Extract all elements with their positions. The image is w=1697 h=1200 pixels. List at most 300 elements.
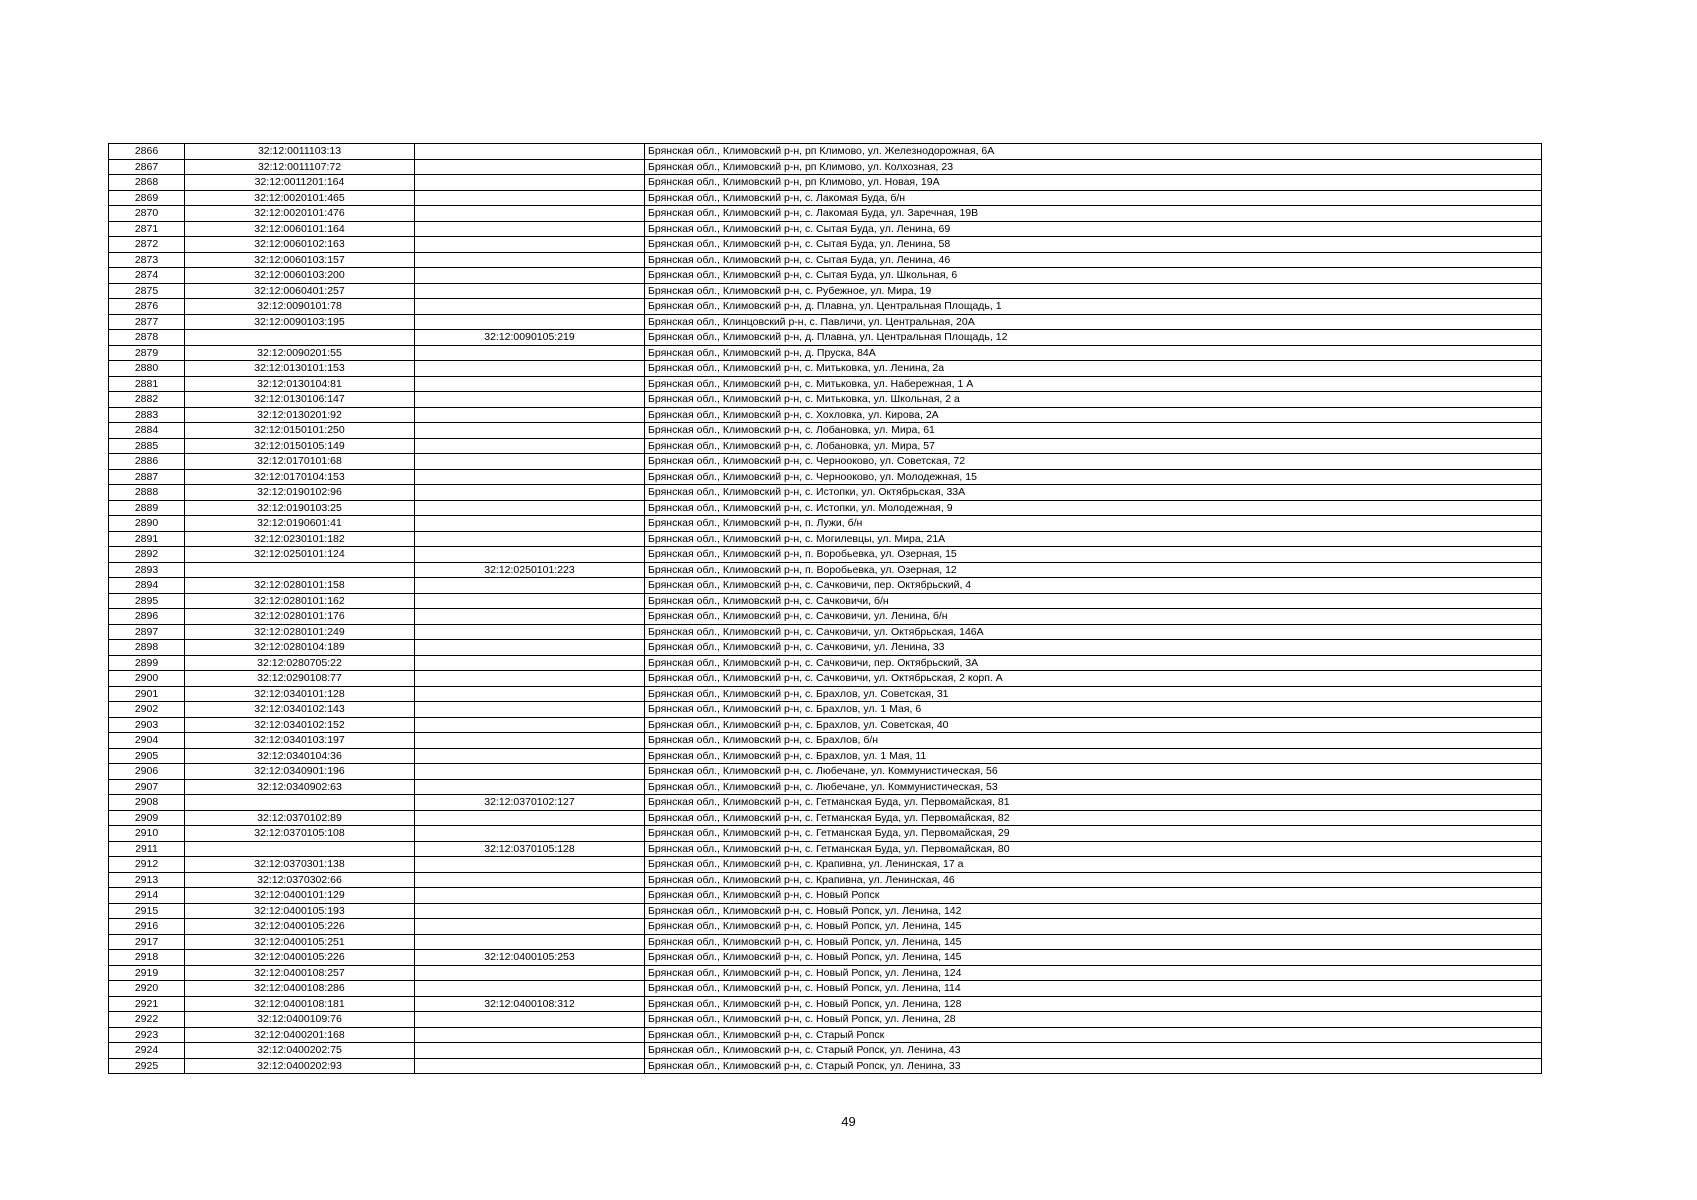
row-number-cell: 2872 [109,237,185,253]
row-number-cell: 2912 [109,857,185,873]
cadastral-number-cell: 32:12:0011107:72 [185,159,415,175]
table-row [109,733,1542,749]
address-cell: Брянская обл., Климовский р-н, с. Истопки, ул. Молодежная, 9 [645,500,1542,516]
cadastral-number-cell: 32:12:0400108:286 [185,981,415,997]
address-cell: Брянская обл., Климовский р-н, с. Новый Ропск, ул. Ленина, 145 [645,950,1542,966]
second-cadastral-number-cell: 32:12:0090105:219 [415,330,645,346]
address-cell: Брянская обл., Климовский р-н, п. Лужи, б/н [645,516,1542,532]
address-cell: Брянская обл., Климовский р-н, с. Митьковка, ул. Школьная, 2 а [645,392,1542,408]
address-cell: Брянская обл., Климовский р-н, с. Брахлов, ул. Советская, 40 [645,717,1542,733]
cadastral-number-cell: 32:12:0370301:138 [185,857,415,873]
cadastral-number-cell: 32:12:0400108:181 [185,996,415,1012]
second-cadastral-number-cell [415,221,645,237]
row-number-cell: 2876 [109,299,185,315]
address-cell: Брянская обл., Климовский р-н, с. Новый Ропск, ул. Ленина, 128 [645,996,1542,1012]
row-number-cell: 2871 [109,221,185,237]
second-cadastral-number-cell [415,516,645,532]
table-row [109,748,1542,764]
second-cadastral-number-cell [415,903,645,919]
row-number-cell: 2869 [109,190,185,206]
cadastral-number-cell: 32:12:0170101:68 [185,454,415,470]
second-cadastral-number-cell [415,252,645,268]
cadastral-number-cell: 32:12:0190601:41 [185,516,415,532]
table-row [109,655,1542,671]
cadastral-number-cell: 32:12:0190102:96 [185,485,415,501]
row-number-cell: 2916 [109,919,185,935]
cadastral-number-cell: 32:12:0400202:93 [185,1058,415,1074]
address-cell: Брянская обл., Климовский р-н, с. Сытая Буда, ул. Школьная, 6 [645,268,1542,284]
row-number-cell: 2909 [109,810,185,826]
row-number-cell: 2886 [109,454,185,470]
second-cadastral-number-cell [415,268,645,284]
row-number-cell: 2874 [109,268,185,284]
row-number-cell: 2878 [109,330,185,346]
second-cadastral-number-cell: 32:12:0250101:223 [415,562,645,578]
table-row [109,996,1542,1012]
second-cadastral-number-cell [415,547,645,563]
address-cell: Брянская обл., Климовский р-н, с. Рубежное, ул. Мира, 19 [645,283,1542,299]
cadastral-number-cell: 32:12:0340104:36 [185,748,415,764]
row-number-cell: 2913 [109,872,185,888]
second-cadastral-number-cell [415,826,645,842]
second-cadastral-number-cell [415,469,645,485]
address-cell: Брянская обл., Климовский р-н, с. Чернооково, ул. Молодежная, 15 [645,469,1542,485]
table-row [109,221,1542,237]
address-cell: Брянская обл., Климовский р-н, с. Любечане, ул. Коммунистическая, 56 [645,764,1542,780]
row-number-cell: 2898 [109,640,185,656]
cadastral-number-cell: 32:12:0370302:66 [185,872,415,888]
cadastral-number-cell: 32:12:0400105:226 [185,919,415,935]
address-cell: Брянская обл., Климовский р-н, с. Новый Ропск [645,888,1542,904]
address-cell: Брянская обл., Климовский р-н, с. Новый Ропск, ул. Ленина, 145 [645,919,1542,935]
cadastral-number-cell: 32:12:0170104:153 [185,469,415,485]
cadastral-number-cell: 32:12:0020101:465 [185,190,415,206]
address-cell: Брянская обл., Климовский р-н, д. Плавна, ул. Центральная Площадь, 1 [645,299,1542,315]
cadastral-number-cell: 32:12:0190103:25 [185,500,415,516]
table-row [109,981,1542,997]
row-number-cell: 2888 [109,485,185,501]
row-number-cell: 2868 [109,175,185,191]
row-number-cell: 2897 [109,624,185,640]
table-row [109,903,1542,919]
address-cell: Брянская обл., Климовский р-н, с. Сытая Буда, ул. Ленина, 69 [645,221,1542,237]
row-number-cell: 2896 [109,609,185,625]
address-cell: Брянская обл., Климовский р-н, п. Воробьевка, ул. Озерная, 15 [645,547,1542,563]
row-number-cell: 2875 [109,283,185,299]
table-row [109,144,1542,160]
table-body [109,144,1542,1074]
cadastral-number-cell: 32:12:0090201:55 [185,345,415,361]
cadastral-number-cell: 32:12:0060101:164 [185,221,415,237]
row-number-cell: 2907 [109,779,185,795]
cadastral-number-cell: 32:12:0011201:164 [185,175,415,191]
cadastral-number-cell: 32:12:0060401:257 [185,283,415,299]
cadastral-number-cell: 32:12:0280101:158 [185,578,415,594]
row-number-cell: 2910 [109,826,185,842]
cadastral-number-cell: 32:12:0280705:22 [185,655,415,671]
cadastral-number-cell: 32:12:0400101:129 [185,888,415,904]
cadastral-number-cell: 32:12:0230101:182 [185,531,415,547]
table-row [109,469,1542,485]
second-cadastral-number-cell [415,609,645,625]
second-cadastral-number-cell [415,655,645,671]
cadastral-number-cell: 32:12:0370105:108 [185,826,415,842]
table-row [109,299,1542,315]
table-row [109,345,1542,361]
row-number-cell: 2902 [109,702,185,718]
table-row [109,237,1542,253]
cadastral-number-cell: 32:12:0150101:250 [185,423,415,439]
second-cadastral-number-cell [415,965,645,981]
address-cell: Брянская обл., Климовский р-н, рп Климово, ул. Колхозная, 23 [645,159,1542,175]
row-number-cell: 2918 [109,950,185,966]
second-cadastral-number-cell [415,438,645,454]
row-number-cell: 2890 [109,516,185,532]
cadastral-table [108,143,1542,1074]
address-cell: Брянская обл., Климовский р-н, с. Истопки, ул. Октябрьская, 33А [645,485,1542,501]
row-number-cell: 2893 [109,562,185,578]
address-cell: Брянская обл., Климовский р-н, с. Митьковка, ул. Ленина, 2а [645,361,1542,377]
address-cell: Брянская обл., Климовский р-н, с. Крапивна, ул. Ленинская, 17 а [645,857,1542,873]
row-number-cell: 2900 [109,671,185,687]
cadastral-number-cell: 32:12:0060103:200 [185,268,415,284]
second-cadastral-number-cell [415,857,645,873]
table-row [109,1012,1542,1028]
row-number-cell: 2901 [109,686,185,702]
row-number-cell: 2880 [109,361,185,377]
second-cadastral-number-cell [415,1012,645,1028]
row-number-cell: 2917 [109,934,185,950]
second-cadastral-number-cell [415,593,645,609]
cadastral-number-cell: 32:12:0280101:176 [185,609,415,625]
address-cell: Брянская обл., Климовский р-н, с. Сачковичи, ул. Октябрьская, 146А [645,624,1542,640]
row-number-cell: 2870 [109,206,185,222]
table-row [109,810,1542,826]
address-cell: Брянская обл., Климовский р-н, с. Лакомая Буда, б/н [645,190,1542,206]
second-cadastral-number-cell [415,640,645,656]
address-cell: Брянская обл., Климовский р-н, с. Гетманская Буда, ул. Первомайская, 80 [645,841,1542,857]
second-cadastral-number-cell [415,500,645,516]
table-row [109,252,1542,268]
cadastral-number-cell: 32:12:0060103:157 [185,252,415,268]
cadastral-number-cell [185,562,415,578]
address-cell: Брянская обл., Климовский р-н, с. Сачковичи, ул. Ленина, б/н [645,609,1542,625]
address-cell: Брянская обл., Климовский р-н, с. Новый Ропск, ул. Ленина, 114 [645,981,1542,997]
table-row [109,500,1542,516]
row-number-cell: 2891 [109,531,185,547]
address-cell: Брянская обл., Климовский р-н, с. Чернооково, ул. Советская, 72 [645,454,1542,470]
row-number-cell: 2923 [109,1027,185,1043]
second-cadastral-number-cell [415,361,645,377]
row-number-cell: 2887 [109,469,185,485]
table-row [109,454,1542,470]
cadastral-number-cell: 32:12:0280104:189 [185,640,415,656]
second-cadastral-number-cell [415,159,645,175]
page-number: 49 [841,1114,856,1129]
second-cadastral-number-cell [415,624,645,640]
address-cell: Брянская обл., Климовский р-н, с. Новый Ропск, ул. Ленина, 28 [645,1012,1542,1028]
table-row [109,361,1542,377]
cadastral-number-cell [185,330,415,346]
row-number-cell: 2882 [109,392,185,408]
table-row [109,609,1542,625]
address-cell: Брянская обл., Климовский р-н, с. Лакомая Буда, ул. Заречная, 19В [645,206,1542,222]
address-cell: Брянская обл., Климовский р-н, с. Хохловка, ул. Кирова, 2А [645,407,1542,423]
address-cell: Брянская обл., Климовский р-н, с. Гетманская Буда, ул. Первомайская, 81 [645,795,1542,811]
cadastral-number-cell: 32:12:0250101:124 [185,547,415,563]
table-row [109,485,1542,501]
table-row [109,857,1542,873]
address-cell: Брянская обл., Климовский р-н, с. Новый Ропск, ул. Ленина, 145 [645,934,1542,950]
second-cadastral-number-cell: 32:12:0400108:312 [415,996,645,1012]
address-cell: Брянская обл., Климовский р-н, рп Климово, ул. Железнодорожная, 6А [645,144,1542,160]
table-row [109,1043,1542,1059]
row-number-cell: 2924 [109,1043,185,1059]
row-number-cell: 2894 [109,578,185,594]
cadastral-number-cell: 32:12:0340901:196 [185,764,415,780]
table-row [109,268,1542,284]
row-number-cell: 2877 [109,314,185,330]
address-cell: Брянская обл., Климовский р-н, с. Могилевцы, ул. Мира, 21А [645,531,1542,547]
table-row [109,314,1542,330]
address-cell: Брянская обл., Климовский р-н, с. Гетманская Буда, ул. Первомайская, 82 [645,810,1542,826]
row-number-cell: 2919 [109,965,185,981]
second-cadastral-number-cell [415,345,645,361]
second-cadastral-number-cell [415,764,645,780]
second-cadastral-number-cell: 32:12:0370102:127 [415,795,645,811]
row-number-cell: 2908 [109,795,185,811]
table-row [109,841,1542,857]
address-cell: Брянская обл., Климовский р-н, с. Сачковичи, ул. Октябрьская, 2 корп. А [645,671,1542,687]
second-cadastral-number-cell [415,810,645,826]
address-cell: Брянская обл., Климовский р-н, с. Лобановка, ул. Мира, 57 [645,438,1542,454]
second-cadastral-number-cell [415,454,645,470]
cadastral-number-cell: 32:12:0011103:13 [185,144,415,160]
address-cell: Брянская обл., Климовский р-н, д. Плавна, ул. Центральная Площадь, 12 [645,330,1542,346]
cadastral-number-cell: 32:12:0400201:168 [185,1027,415,1043]
second-cadastral-number-cell [415,175,645,191]
second-cadastral-number-cell [415,1027,645,1043]
row-number-cell: 2879 [109,345,185,361]
cadastral-number-cell: 32:12:0290108:77 [185,671,415,687]
table-row [109,407,1542,423]
table-row [109,392,1542,408]
second-cadastral-number-cell [415,392,645,408]
address-cell: Брянская обл., Климовский р-н, с. Старый Ропск, ул. Ленина, 43 [645,1043,1542,1059]
row-number-cell: 2866 [109,144,185,160]
table-row [109,516,1542,532]
second-cadastral-number-cell [415,717,645,733]
cadastral-number-cell: 32:12:0280101:162 [185,593,415,609]
address-cell: Брянская обл., Климовский р-н, с. Любечане, ул. Коммунистическая, 53 [645,779,1542,795]
table-row [109,919,1542,935]
address-cell: Брянская обл., Климовский р-н, с. Гетманская Буда, ул. Первомайская, 29 [645,826,1542,842]
table-row [109,764,1542,780]
cadastral-number-cell: 32:12:0400105:251 [185,934,415,950]
second-cadastral-number-cell [415,981,645,997]
cadastral-number-cell: 32:12:0400109:76 [185,1012,415,1028]
row-number-cell: 2911 [109,841,185,857]
table-row [109,795,1542,811]
address-cell: Брянская обл., Климовский р-н, с. Брахлов, ул. 1 Мая, 6 [645,702,1542,718]
row-number-cell: 2921 [109,996,185,1012]
second-cadastral-number-cell [415,190,645,206]
second-cadastral-number-cell [415,578,645,594]
row-number-cell: 2904 [109,733,185,749]
cadastral-number-cell: 32:12:0400202:75 [185,1043,415,1059]
address-cell: Брянская обл., Климовский р-н, с. Брахлов, ул. 1 Мая, 11 [645,748,1542,764]
table-row [109,671,1542,687]
table-row [109,717,1542,733]
table-row [109,190,1542,206]
second-cadastral-number-cell [415,407,645,423]
cadastral-number-cell: 32:12:0150105:149 [185,438,415,454]
row-number-cell: 2906 [109,764,185,780]
address-cell: Брянская обл., Клинцовский р-н, с. Павличи, ул. Центральная, 20А [645,314,1542,330]
second-cadastral-number-cell [415,283,645,299]
address-cell: Брянская обл., Климовский р-н, п. Воробьевка, ул. Озерная, 12 [645,562,1542,578]
row-number-cell: 2889 [109,500,185,516]
table-row [109,283,1542,299]
row-number-cell: 2914 [109,888,185,904]
table-row [109,376,1542,392]
cadastral-number-cell: 32:12:0340102:143 [185,702,415,718]
second-cadastral-number-cell [415,206,645,222]
address-cell: Брянская обл., Климовский р-н, с. Новый Ропск, ул. Ленина, 142 [645,903,1542,919]
second-cadastral-number-cell [415,485,645,501]
second-cadastral-number-cell [415,376,645,392]
table-row [109,547,1542,563]
second-cadastral-number-cell [415,748,645,764]
second-cadastral-number-cell [415,702,645,718]
second-cadastral-number-cell [415,1058,645,1074]
cadastral-number-cell: 32:12:0130201:92 [185,407,415,423]
address-cell: Брянская обл., Климовский р-н, с. Сытая Буда, ул. Ленина, 46 [645,252,1542,268]
table-row [109,872,1542,888]
cadastral-number-cell: 32:12:0400105:226 [185,950,415,966]
address-cell: Брянская обл., Климовский р-н, с. Сытая Буда, ул. Ленина, 58 [645,237,1542,253]
second-cadastral-number-cell [415,299,645,315]
cadastral-number-cell: 32:12:0090103:195 [185,314,415,330]
table-row [109,330,1542,346]
second-cadastral-number-cell [415,671,645,687]
cadastral-number-cell: 32:12:0400108:257 [185,965,415,981]
cadastral-number-cell: 32:12:0340102:152 [185,717,415,733]
row-number-cell: 2920 [109,981,185,997]
table-row [109,826,1542,842]
second-cadastral-number-cell [415,314,645,330]
table-row [109,531,1542,547]
address-cell: Брянская обл., Климовский р-н, с. Лобановка, ул. Мира, 61 [645,423,1542,439]
table-row [109,1027,1542,1043]
table-row [109,950,1542,966]
address-cell: Брянская обл., Климовский р-н, с. Сачковичи, пер. Октябрьский, 3А [645,655,1542,671]
table-row [109,562,1542,578]
cadastral-number-cell: 32:12:0060102:163 [185,237,415,253]
second-cadastral-number-cell [415,423,645,439]
cadastral-number-cell: 32:12:0340101:128 [185,686,415,702]
row-number-cell: 2895 [109,593,185,609]
second-cadastral-number-cell [415,686,645,702]
second-cadastral-number-cell [415,934,645,950]
table-row [109,438,1542,454]
row-number-cell: 2905 [109,748,185,764]
second-cadastral-number-cell [415,733,645,749]
cadastral-number-cell [185,841,415,857]
address-cell: Брянская обл., Климовский р-н, с. Новый Ропск, ул. Ленина, 124 [645,965,1542,981]
row-number-cell: 2903 [109,717,185,733]
row-number-cell: 2922 [109,1012,185,1028]
table-row [109,206,1542,222]
table-row [109,1058,1542,1074]
table-row [109,624,1542,640]
cadastral-number-cell: 32:12:0130101:153 [185,361,415,377]
address-cell: Брянская обл., Климовский р-н, д. Пруска, 84А [645,345,1542,361]
table-row [109,593,1542,609]
second-cadastral-number-cell [415,872,645,888]
cadastral-number-cell: 32:12:0400105:193 [185,903,415,919]
table-row [109,175,1542,191]
address-cell: Брянская обл., Климовский р-н, рп Климово, ул. Новая, 19А [645,175,1542,191]
address-cell: Брянская обл., Климовский р-н, с. Старый Ропск, ул. Ленина, 33 [645,1058,1542,1074]
row-number-cell: 2881 [109,376,185,392]
row-number-cell: 2873 [109,252,185,268]
table-row [109,888,1542,904]
row-number-cell: 2883 [109,407,185,423]
address-cell: Брянская обл., Климовский р-н, с. Сачковичи, пер. Октябрьский, 4 [645,578,1542,594]
table-row [109,640,1542,656]
second-cadastral-number-cell [415,779,645,795]
address-cell: Брянская обл., Климовский р-н, с. Сачковичи, б/н [645,593,1542,609]
second-cadastral-number-cell [415,144,645,160]
table-row [109,159,1542,175]
table-row [109,423,1542,439]
table-row [109,686,1542,702]
second-cadastral-number-cell [415,888,645,904]
table-row [109,965,1542,981]
cadastral-number-cell: 32:12:0340902:63 [185,779,415,795]
second-cadastral-number-cell [415,531,645,547]
table-row [109,934,1542,950]
cadastral-number-cell [185,795,415,811]
second-cadastral-number-cell [415,919,645,935]
cadastral-number-cell: 32:12:0090101:78 [185,299,415,315]
address-cell: Брянская обл., Климовский р-н, с. Брахлов, ул. Советская, 31 [645,686,1542,702]
row-number-cell: 2899 [109,655,185,671]
table-row [109,779,1542,795]
row-number-cell: 2915 [109,903,185,919]
cadastral-number-cell: 32:12:0130104:81 [185,376,415,392]
row-number-cell: 2884 [109,423,185,439]
cadastral-number-cell: 32:12:0370102:89 [185,810,415,826]
row-number-cell: 2925 [109,1058,185,1074]
table-row [109,578,1542,594]
cadastral-number-cell: 32:12:0020101:476 [185,206,415,222]
second-cadastral-number-cell: 32:12:0370105:128 [415,841,645,857]
second-cadastral-number-cell: 32:12:0400105:253 [415,950,645,966]
address-cell: Брянская обл., Климовский р-н, с. Брахлов, б/н [645,733,1542,749]
cadastral-number-cell: 32:12:0280101:249 [185,624,415,640]
row-number-cell: 2892 [109,547,185,563]
address-cell: Брянская обл., Климовский р-н, с. Митьковка, ул. Набережная, 1 А [645,376,1542,392]
row-number-cell: 2867 [109,159,185,175]
table-row [109,702,1542,718]
address-cell: Брянская обл., Климовский р-н, с. Старый Ропск [645,1027,1542,1043]
address-cell: Брянская обл., Климовский р-н, с. Сачковичи, ул. Ленина, 33 [645,640,1542,656]
second-cadastral-number-cell [415,1043,645,1059]
second-cadastral-number-cell [415,237,645,253]
row-number-cell: 2885 [109,438,185,454]
